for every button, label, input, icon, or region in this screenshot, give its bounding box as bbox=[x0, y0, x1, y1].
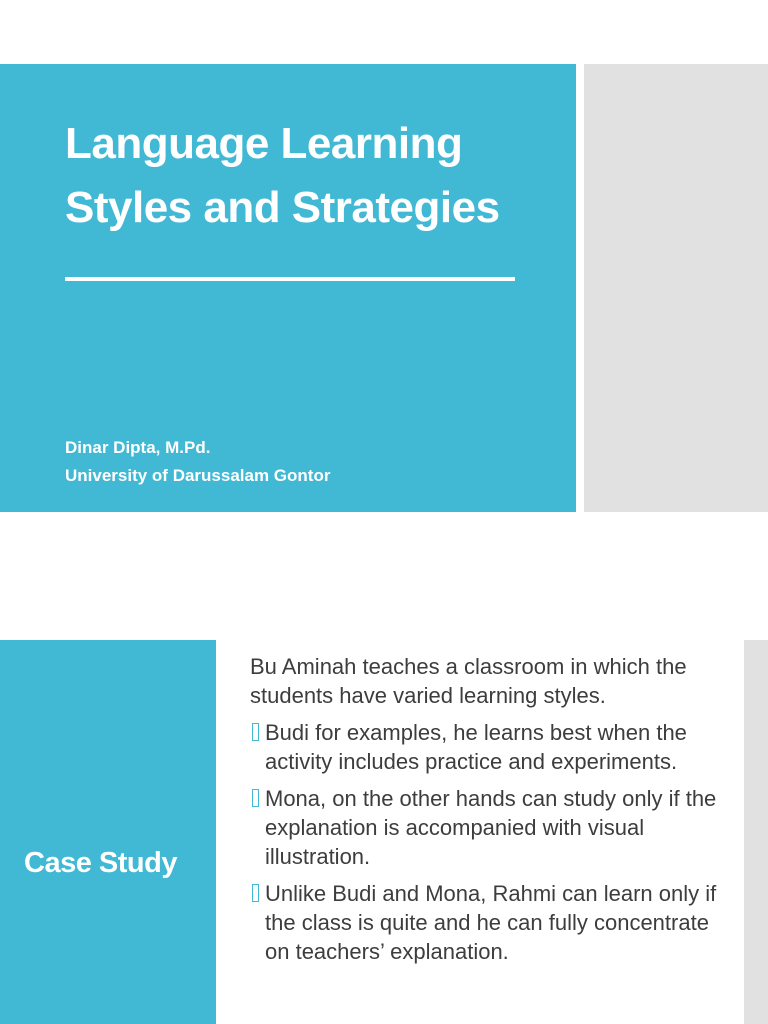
case-study-heading: Case Study bbox=[24, 847, 177, 879]
bullet-icon bbox=[252, 723, 259, 741]
list-item-text: Unlike Budi and Mona, Rahmi can learn only if the class is quite and he can fully concentrate on teachers’ explanation. bbox=[265, 881, 717, 964]
title-slide-side-panel bbox=[584, 64, 768, 512]
author-name: Dinar Dipta, M.Pd. bbox=[65, 438, 211, 457]
case-study-intro: Bu Aminah teaches a classroom in which the students have varied learning styles. bbox=[250, 654, 687, 708]
list-item-text: Mona, on the other hands can study only if the explanation is accompanied with visual illustration. bbox=[265, 786, 717, 869]
bullet-icon bbox=[252, 789, 259, 807]
case-study-content bbox=[250, 652, 730, 974]
list-item bbox=[250, 784, 730, 871]
list-item bbox=[250, 879, 730, 966]
list-item-text: Budi for examples, he learns best when the activity includes practice and experiments. bbox=[265, 720, 687, 774]
author-block bbox=[65, 434, 330, 490]
slide-title-line-1: Language Learning bbox=[65, 119, 463, 168]
slide-title bbox=[65, 112, 565, 240]
bullet-icon bbox=[252, 884, 259, 902]
slide-title-line-2: Styles and Strategies bbox=[65, 183, 500, 232]
case-study-side-panel bbox=[744, 640, 768, 1024]
case-study-panel bbox=[0, 640, 216, 1024]
title-divider bbox=[65, 277, 515, 281]
list-item bbox=[250, 718, 730, 776]
author-institution: University of Darussalam Gontor bbox=[65, 466, 331, 485]
